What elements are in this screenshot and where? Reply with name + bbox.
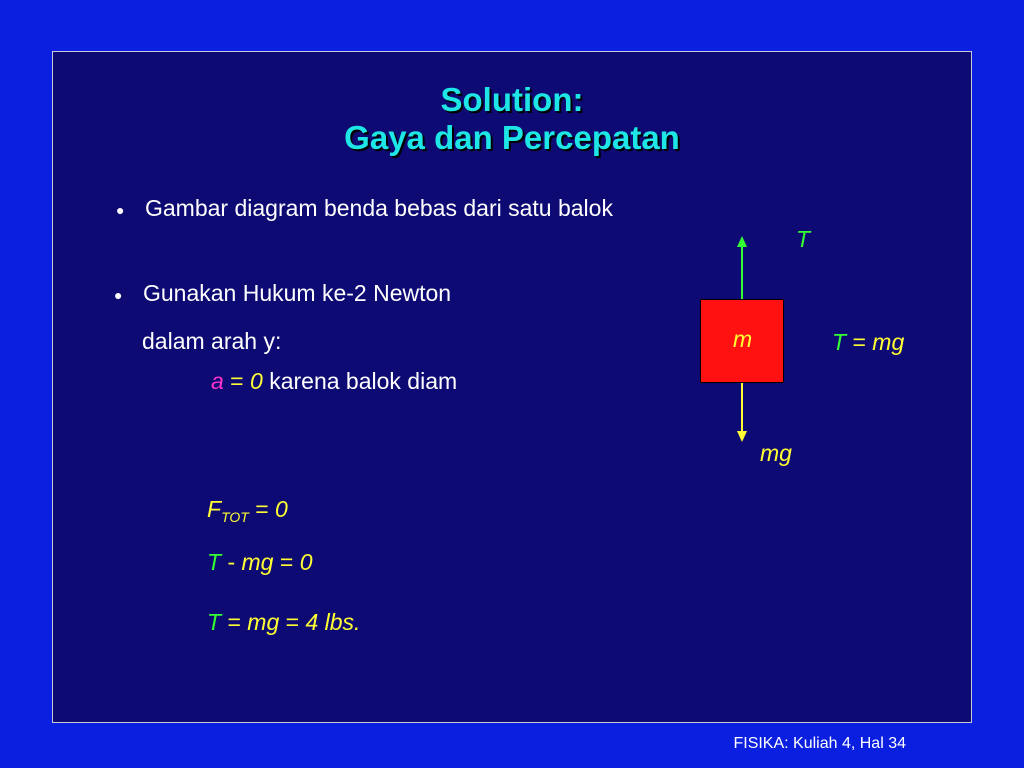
result-eq1: = — [221, 609, 248, 635]
accel-reason: karena balok diam — [262, 368, 458, 394]
mass-label: m — [733, 326, 753, 352]
relation-eq: = — [846, 329, 873, 355]
sum-T: T — [207, 549, 222, 575]
ftot-subscript: TOT — [221, 509, 249, 525]
result-mg: mg — [247, 609, 280, 635]
ftot-F: F — [207, 496, 222, 522]
slide-title: Solution: — [440, 81, 584, 118]
result-eq2: = — [279, 609, 306, 635]
sum-val: 0 — [299, 549, 313, 575]
sum-mg: mg — [241, 549, 274, 575]
sum-eq: = — [273, 549, 300, 575]
relation-mg: mg — [872, 329, 905, 355]
direction-text: dalam arah y: — [142, 328, 282, 354]
result-val: 4 lbs. — [305, 609, 361, 635]
tension-arrowhead — [737, 236, 747, 247]
bullet-icon: ● — [116, 202, 125, 218]
equation-result — [207, 609, 360, 636]
ftot-val: 0 — [275, 496, 288, 522]
result-T: T — [207, 609, 222, 635]
ftot-eq: = — [248, 496, 276, 522]
accel-equals: = — [223, 368, 251, 394]
accel-symbol: a — [211, 368, 224, 394]
sum-minus: - — [221, 549, 242, 575]
slide-footer: FISIKA: Kuliah 4, Hal 34 — [733, 735, 906, 752]
equation-sum — [207, 549, 312, 576]
tension-label: T — [796, 226, 811, 252]
accel-zero: 0 — [250, 368, 263, 394]
bullet-text-2: Gunakan Hukum ke-2 Newton — [143, 280, 452, 306]
equation-ftot — [207, 496, 288, 525]
relation-T: T — [832, 329, 847, 355]
weight-arrowhead — [737, 431, 747, 442]
slide-subtitle: Gaya dan Percepatan — [344, 119, 680, 156]
force-relation — [832, 329, 904, 356]
bullet-icon: ● — [114, 287, 123, 303]
weight-label: mg — [760, 440, 792, 466]
bullet-text-1: Gambar diagram benda bebas dari satu balok — [145, 195, 613, 221]
